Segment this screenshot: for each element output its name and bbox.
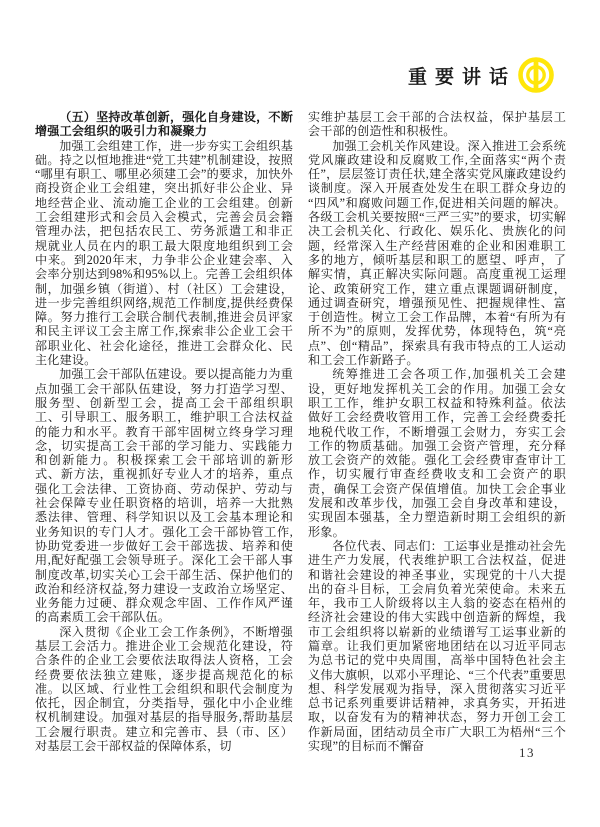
paragraph-continuation: 实维护基层工会干部的合法权益，保护基层工会干部的创造性和积极性。 [308, 110, 566, 139]
section-heading: （五）坚持改革创新，强化自身建设，不断增强工会组织的吸引力和凝聚力 [35, 110, 293, 139]
emblem-center-bar [534, 61, 539, 89]
paragraph: 加强工会机关作风建设。深入推进工会系统党风廉政建设和反腐败工作,全面落实“两个责任”，层层签订责任状,建全落实党风廉政建设约谈制度。深入开展查处发生在职工群众身边的“四风”和腐败问题工作,促进相关问题的解决。各级工会机关要按照“三严三实”的要求，切实解决工会机关化、行政化、娱乐化、贵族化的问题，经常深入生产经营困难的企业和困难职工多的地方，倾听基层和职工的愿望、呼声，了解实情，真正解决实际问题。高度重视工运理论、政策研究工作，建立重点课题调研制度，通过调查研究，增强预见性、把握规律性、富于创造性。树立工会工作品牌，本着“有所为有所不为”的原则，发挥优势，体现特色，筑“亮点”、创“精品”，探索具有我市特点的工人运动和工会工作新路子。 [308, 138, 566, 368]
paragraph: 加强工会组建工作，进一步夯实工会组织基础。持之以恒地推进“党工共建”机制建设，按照“哪里有职工、哪里必须建工会”的要求，加快外商投资企业工会组建，突出抓好非公企业、异地经营企业、流动施工企业的工会组建。创新工会组建形式和会员入会模式，完善会员会籍管理办法，把包括农民工、劳务派遣工和非正规就业人员在内的职工最大限度地组织到工会中来。到2020年末，力争非公企业建会率、入会率分别达到98%和95%以上。完善工会组织体制，加强乡镇（街道）、村（社区）工会建设，进一步完善组织网络,规范工作制度,提供经费保障。努力推行工会联合制代表制,推进会员评家和民主评议工会主席工作,探索非公企业工会干部职业化、社会化途径，推进工会群众化、民主化建设。 [35, 138, 293, 368]
page-number: 13 [519, 745, 535, 760]
text-column-right [308, 110, 566, 753]
section-title: 重要讲话 [407, 66, 516, 88]
paragraph: 统筹推进工会各项工作,加强机关工会建设，更好地发挥机关工会的作用。加强工会女职工工作，维护女职工权益和特殊利益。依法做好工会经费收管用工作，完善工会经费委托地税代收工作，不断增强工会财力，夯实工会工作的物质基础。加强工会资产管理，充分释放工会资产的效能。强化工会经费审查审计工作，切实履行审查经费收支和工会资产的职责，确保工会资产保值增值。加快工会企事业发展和改革步伐，加强工会自身改革和建设，实现固本强基，全力塑造新时期工会组织的新形象。 [308, 367, 566, 539]
trade-union-emblem-icon [517, 56, 555, 94]
paragraph: 各位代表、同志们：工运事业是推动社会先进生产力发展，代表维护职工合法权益，促进和谐社会建设的神圣事业，实现党的十八大提出的奋斗目标，工会肩负着光荣使命。未来五年，我市工人阶级将以主人翁的姿态在梧州的经济社会建设的伟大实践中创造新的辉煌，我市工会组织将以崭新的业绩谱写工运事业新的篇章。让我们更加紧密地团结在以习近平同志为总书记的党中央周围，高举中国特色社会主义伟大旗帜，以邓小平理论、“三个代表”重要思想、科学发展观为指导，深入贯彻落实习近平总书记系列重要讲话精神，求真务实，开拓进取，以奋发有为的精神状态，努力开创工会工作新局面，团结动员全市广大职工为梧州“三个实现”的目标而不懈奋 [308, 538, 566, 754]
paragraph: 深入贯彻《企业工会工作条例》，不断增强基层工会活力。推进企业工会规范化建设，符合条件的企业工会要依法取得法人资格，工会经费要依法独立建账，逐步提高规范化的标准。以区域、行业性工会组织和职代会制度为依托，因企制宜，分类指导，强化中小企业维权机制建设。加强对基层的指导服务,帮助基层工会履行职责。建立和完善市、县（市、区）对基层工会干部权益的保障体系，切 [35, 624, 293, 754]
text-column-left [35, 110, 293, 753]
paragraph: 加强工会干部队伍建设。要以提高能力为重点加强工会干部队伍建设，努力打造学习型、服务型、创新型工会，提高工会干部组织职工、引导职工、服务职工，维护职工合法权益的能力和水平。教育干部牢固树立终身学习理念，切实提高工会干部的学习能力、实践能力和创新能力。积极探索工会干部培训的新形式、新方法，重视抓好专业人才的培养，重点强化工会法律、工资协商、劳动保护、劳动与社会保障专业任职资格的培训，培养一大批熟悉法律、管理、科学知识以及工会基本理论和业务知识的专门人才。强化工会干部协管工作,协助党委进一步做好工会干部选拔、培养和使用,配好配强工会领导班子。深化工会干部人事制度改革,切实关心工会干部生活、保护他们的政治和经济权益,努力建设一支政治立场坚定、业务能力过硬、群众观念牢固、工作作风严谨的高素质工会干部队伍。 [35, 367, 293, 625]
page-header [408, 56, 555, 94]
